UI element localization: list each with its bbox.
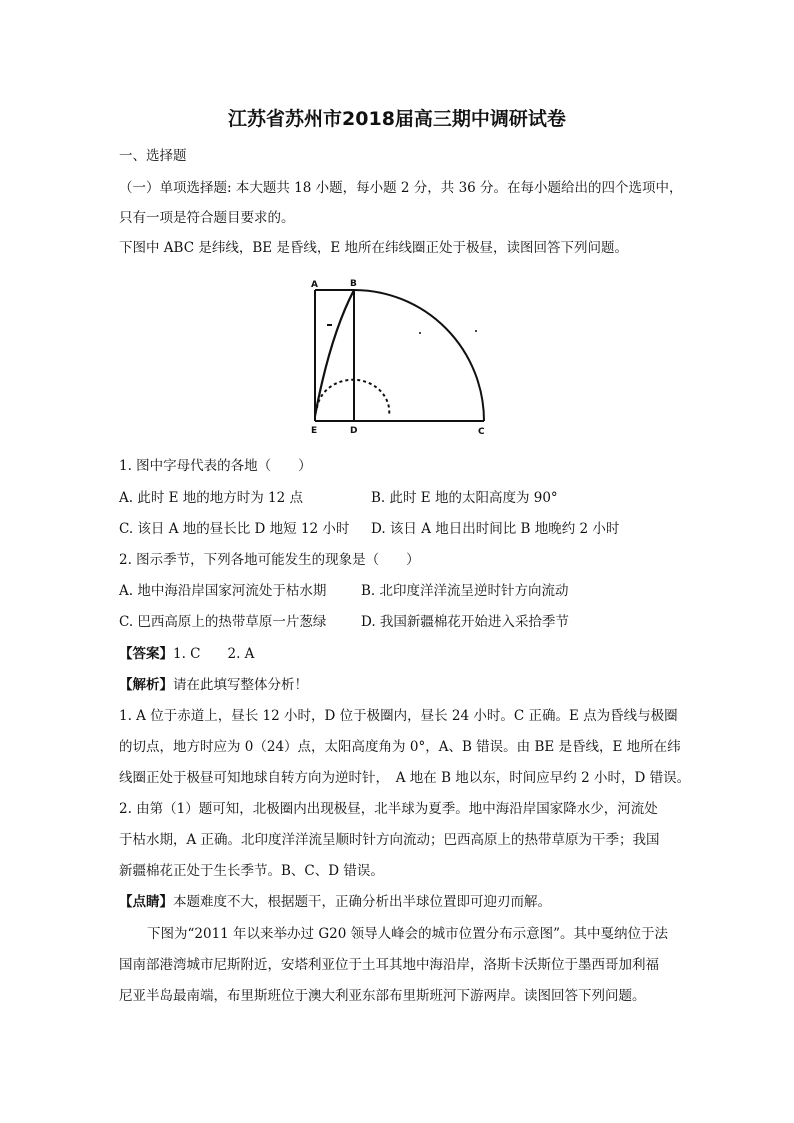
label-D: D <box>350 426 358 436</box>
q2-options-row-2 <box>119 612 679 632</box>
analysis-p1-line-1: 1. A 位于赤道上，昼长 12 小时，D 位于极圈内，昼长 24 小时。C 正确。E 点为昏线与极圈 <box>119 708 678 724</box>
comment-line <box>119 892 679 912</box>
q1-stem: 1. 图中字母代表的各地（ ） <box>119 458 312 474</box>
analysis-p1-line-2: 的切点，地方时应为 0（24）点，太阳高度角为 0°，A、B 错误。由 BE 是昏线，E 地所在纬 <box>119 739 681 755</box>
q2-option-b: B. 北印度洋洋流呈逆时针方向流动 <box>361 583 569 599</box>
section-heading: 一、选择题 <box>119 148 187 164</box>
analysis-p2-line-2: 于枯水期，A 正确。北印度洋洋流呈顺时针方向流动；巴西高原上的热带草原为干季；我国 <box>119 832 660 848</box>
answer-line <box>119 644 679 664</box>
q1-options-row-1 <box>119 488 679 508</box>
q2-option-a: A. 地中海沿岸国家河流处于枯水期 <box>119 583 327 599</box>
analysis-label: 【解析】 <box>119 677 173 693</box>
next-intro-line-3: 尼亚半岛最南端，布里斯班位于澳大利亚东部布里斯班河下游两岸。读图回答下列问题。 <box>119 988 646 1004</box>
q1-option-a: A. 此时 E 地的地方时为 12 点 <box>119 490 304 506</box>
label-A: A <box>311 280 318 290</box>
figure-intro: 下图中 ABC 是纬线，BE 是昏线，E 地所在纬线圈正处于极昼，读图回答下列问题。 <box>119 240 629 256</box>
analysis-p1-line-3: 线圈正处于极昼可知地球自转方向为逆时针， A 地在 B 地以东，时间应早约 2 小时，D 错误。 <box>119 770 691 786</box>
q1-option-c: C. 该日 A 地的昼长比 D 地短 12 小时 <box>119 521 350 537</box>
q1-options-row-2 <box>119 519 679 539</box>
label-C: C <box>478 427 485 436</box>
instructions-line-1: （一）单项选择题: 本大题共 18 小题，每小题 2 分，共 36 分。在每小题给出的四个选项中， <box>119 180 683 196</box>
instructions-line-2: 只有一项是符合题目要求的。 <box>119 210 295 226</box>
analysis-p2-line-1: 2. 由第（1）题可知，北极圈内出现极昼，北半球为夏季。地中海沿岸国家降水少，河流处 <box>119 801 658 817</box>
q2-stem: 2. 图示季节，下列各地可能发生的现象是（ ） <box>119 552 420 568</box>
next-intro-line-2: 国南部港湾城市尼斯附近，安塔利亚位于土耳其地中海沿岸，洛斯卡沃斯位于墨西哥加利福 <box>119 957 659 973</box>
next-intro-line-1: 下图为“2011 年以来举办过 G20 领导人峰会的城市位置分布示意图”。其中戛纳位于法 <box>147 926 668 942</box>
q1-option-d: D. 该日 A 地日出时间比 B 地晚约 2 小时 <box>371 521 620 537</box>
label-E: E <box>311 426 318 436</box>
comment-text: 本题难度不大，根据题干，正确分析出半球位置即可迎刃而解。 <box>173 894 551 910</box>
answer-text: 1. C 2. A <box>173 646 255 662</box>
analysis-heading <box>119 675 679 695</box>
q2-options-row-1 <box>119 581 679 601</box>
analysis-p2-line-3: 新疆棉花正处于生长季节。B、C、D 错误。 <box>119 863 384 879</box>
page-title: 江苏省苏州市2018届高三期中调研试卷 <box>228 108 566 130</box>
label-B: B <box>350 279 357 289</box>
answer-label: 【答案】 <box>119 646 173 662</box>
latitude-diagram <box>300 276 500 436</box>
analysis-placeholder: 请在此填写整体分析！ <box>173 677 308 693</box>
q1-option-b: B. 此时 E 地的太阳高度为 90° <box>371 490 558 506</box>
q2-option-c: C. 巴西高原上的热带草原一片葱绿 <box>119 614 327 630</box>
comment-label: 【点睛】 <box>119 894 173 910</box>
q2-option-d: D. 我国新疆棉花开始进入采拾季节 <box>361 614 569 630</box>
